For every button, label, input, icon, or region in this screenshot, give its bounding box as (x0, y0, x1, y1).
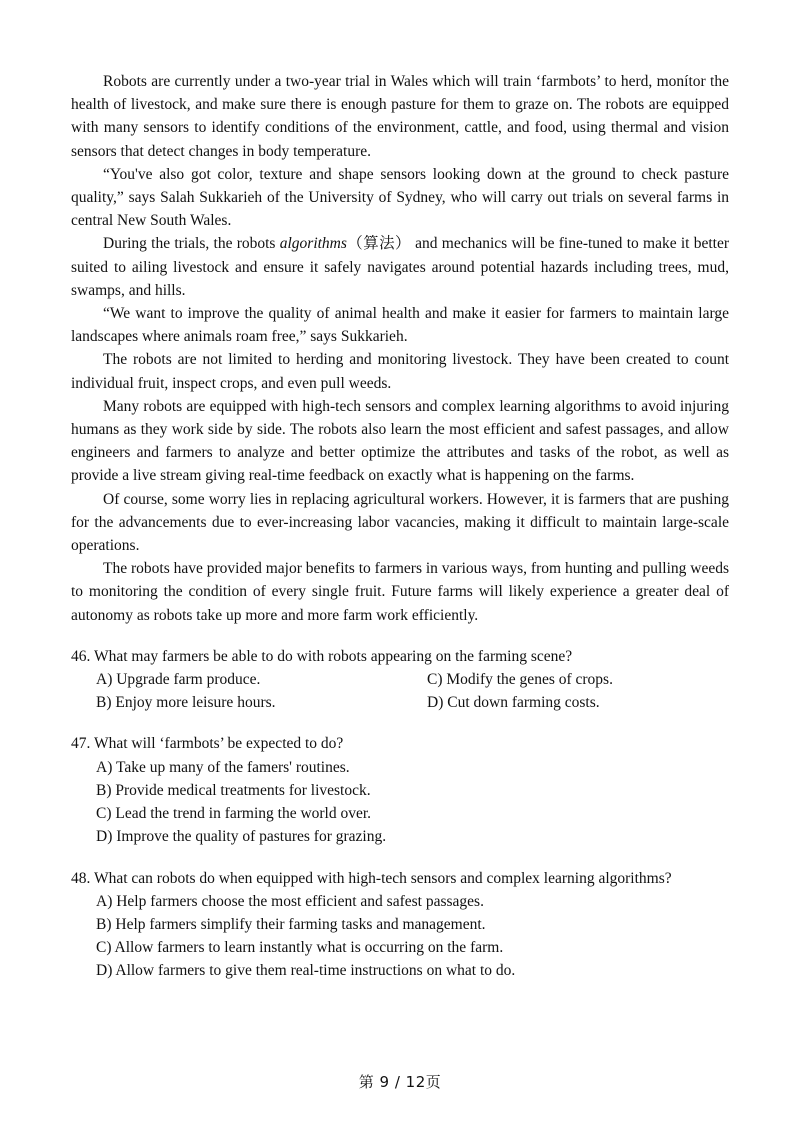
answer-options (71, 668, 729, 714)
option-a: A) Upgrade farm produce. (96, 671, 261, 689)
question-stem: 47. What will ‘farmbots’ be expected to do? (71, 735, 344, 753)
passage-paragraph-8: The robots have provided major benefits to farmers in various ways, from hunting and pulling weeds to monitoring the condition of every single fruit. Future farms will likely experience a greater deal of autonomy as robots take up more and more farm work efficiently. (71, 560, 729, 624)
option-a: A) Take up many of the famers' routines. (96, 758, 350, 776)
passage-paragraph-5: The robots are not limited to herding and monitoring livestock. They have been created to count individual fruit, inspect crops, and even pull weeds. (71, 351, 729, 392)
paragraph-3-after: and mechanics will be fine-tuned to make it better suited to ailing livestock and ensure it safely navigates around potential hazards including trees, mud, swamps, and hills. (71, 235, 730, 299)
exam-page (71, 70, 729, 983)
passage-paragraph-6: Many robots are equipped with high-tech sensors and complex learning algorithms to avoid injuring humans as they work side by side. The robots also learn the most efficient and safest passages, and allow engineers and farmers to analyze and better optimize the attributes and tasks of the robot, as well as provide a live stream giving real-time feedback on exactly what is happening on the farms. (71, 397, 729, 485)
question-stem: 48. What can robots do when equipped with high-tech sensors and complex learning algorithms? (71, 869, 672, 887)
answer-options (71, 756, 729, 849)
paragraph-3-before: During the trials, the robots (103, 235, 280, 253)
passage-paragraph-7: Of course, some worry lies in replacing agricultural workers. However, it is farmers that are pushing for the advancements due to ever-increasing labor vacancies, making it difficult to maintain large-scale operations. (71, 490, 729, 555)
vocabulary-term: algorithms (279, 235, 347, 253)
page-number: 第 9 / 12页 (358, 1073, 442, 1091)
option-b: B) Help farmers simplify their farming tasks and management. (96, 915, 486, 933)
option-a: A) Help farmers choose the most efficient and safest passages. (96, 892, 484, 910)
question-46 (71, 645, 729, 715)
option-c: C) Modify the genes of crops. (427, 671, 613, 689)
passage-paragraph-4: “We want to improve the quality of animal health and make it easier for farmers to maintain large landscapes where animals roam free,” says Sukkarieh. (71, 305, 729, 346)
passage-paragraph-3 (71, 232, 729, 302)
option-b: B) Provide medical treatments for livestock. (96, 781, 371, 799)
option-c: C) Allow farmers to learn instantly what is occurring on the farm. (96, 939, 504, 957)
answer-options (71, 890, 729, 983)
reading-passage (71, 70, 729, 627)
option-d: D) Cut down farming costs. (427, 694, 600, 712)
passage-paragraph-1: Robots are currently under a two-year trial in Wales which will train ‘farmbots’ to herd, monítor the health of livestock, and make sure there is enough pasture for them to graze on. The robots are equipped with many sensors to identify conditions of the environment, cattle, and food, using thermal and vision sensors that detect changes in body temperature. (71, 73, 729, 160)
passage-paragraph-2: “You've also got color, texture and shape sensors looking down at the ground to check pasture quality,” says Salah Sukkarieh of the University of Sydney, who will carry out trials on several farms in central New South Wales. (71, 165, 729, 230)
question-stem: 46. What may farmers be able to do with robots appearing on the farming scene? (71, 647, 573, 665)
vocabulary-gloss: （算法） (346, 235, 411, 253)
option-d: D) Improve the quality of pastures for grazing. (96, 828, 387, 846)
question-48 (71, 867, 729, 983)
option-c: C) Lead the trend in farming the world over. (96, 805, 372, 823)
option-b: B) Enjoy more leisure hours. (96, 694, 276, 712)
question-47 (71, 732, 729, 848)
option-d: D) Allow farmers to give them real-time instructions on what to do. (96, 962, 516, 980)
